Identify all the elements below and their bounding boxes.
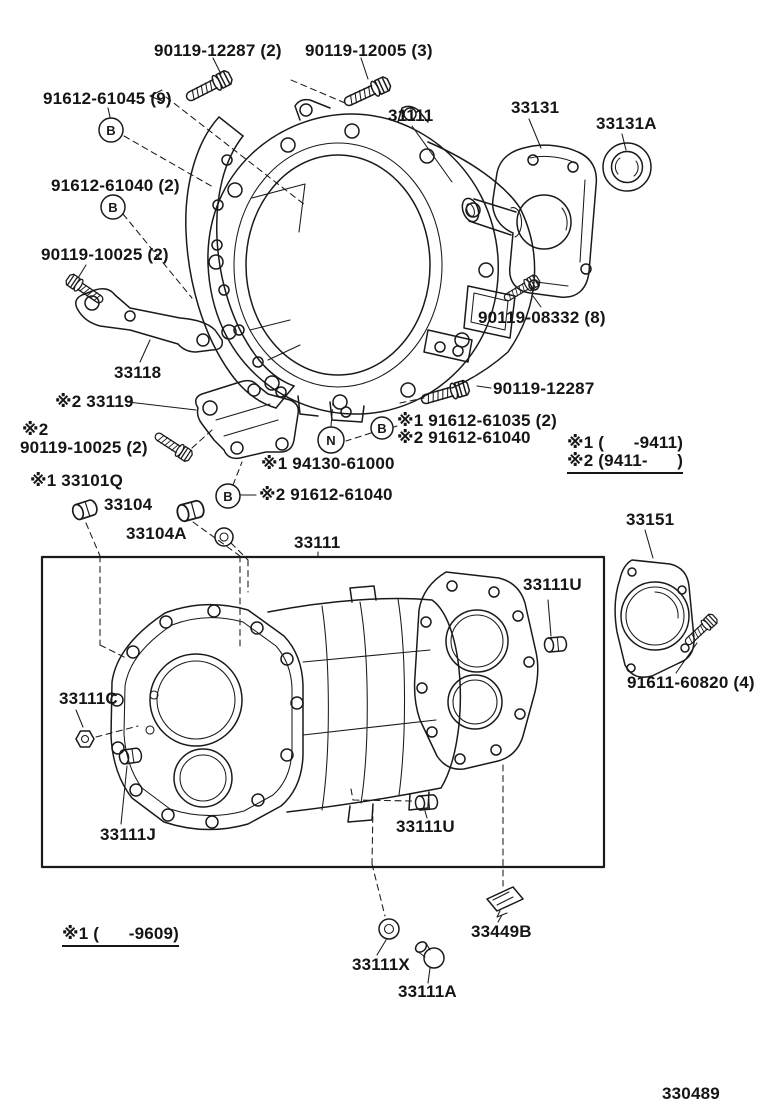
part-label-bracket-33118: 33118 [114, 363, 162, 382]
part-label-bolt-10025: 90119-10025 (2) [41, 245, 169, 264]
marker-n1 [318, 427, 344, 453]
part-label-clip-33449b: 33449B [471, 922, 532, 941]
part-label-legend-1: ※1 ( -9411) [567, 433, 684, 452]
part-label-legend-2: ※2 (9411- ) [567, 452, 683, 474]
oil-seal-drawing [603, 143, 651, 191]
part-label-retainer-33131: 33131 [511, 98, 560, 117]
part-label-seal-61040-c: ※2 91612-61040 [259, 485, 393, 504]
svg-text:B: B [223, 489, 233, 504]
marker-b3 [371, 417, 393, 439]
part-label-legend-3: ※1 ( -9609) [62, 925, 179, 947]
part-label-bolt-33111a: 33111A [398, 982, 457, 1001]
clutch-housing-drawing [208, 100, 535, 422]
marker-b4 [216, 484, 240, 508]
part-label-seal-61040: 91612-61040 (2) [51, 176, 180, 195]
marker-b1 [99, 118, 123, 142]
part-label-bolt-91611: 91611-60820 (4) [627, 673, 755, 692]
part-label-washer-33104a: 33104A [126, 524, 187, 543]
part-label-plate-33151: 33151 [626, 510, 675, 529]
transmission-case-drawing [111, 586, 460, 830]
part-label-nut-33111c: 33111C [59, 689, 118, 708]
part-label-plug-94130: ※1 94130-61000 [261, 454, 395, 473]
marker-b2 [101, 195, 125, 219]
part-label-page-code: 330489 [662, 1084, 720, 1103]
part-label-washer-33111x: 33111X [352, 955, 410, 974]
part-label-bracket-33119: ※2 33119 [55, 392, 134, 411]
part-label-seal-61045: 91612-61045 (9) [43, 89, 172, 108]
part-label-bolt-12005: 90119-12005 (3) [305, 41, 433, 60]
svg-text:B: B [106, 123, 116, 138]
svg-text:B: B [377, 421, 387, 436]
fastener-bolts [64, 69, 719, 648]
rear-retainer-33151-drawing [615, 560, 694, 677]
part-label-plug-33111u-1: 33111U [523, 575, 582, 594]
svg-text:N: N [326, 433, 336, 448]
part-label-case-33111: 33111 [294, 533, 341, 552]
part-label-housing-31111: 31111 [388, 106, 434, 125]
part-label-plug-33111j: 33111J [100, 825, 157, 844]
part-label-seal-61035: ※1 91612-61035 (2) [397, 411, 558, 430]
part-label-plug-33111u-2: 33111U [396, 817, 455, 836]
part-label-oilseal-33131a: 33131A [596, 114, 657, 133]
part-label-bolt-12287-mid: 90119-12287 [493, 379, 595, 398]
svg-text:B: B [108, 200, 118, 215]
part-label-bolt-12287-top: 90119-12287 (2) [154, 41, 282, 60]
part-label-plug-33104: 33104 [104, 495, 153, 514]
part-label-seal-61040-b: ※2 91612-61040 [397, 428, 531, 447]
part-label-plug-33101q: ※1 33101Q [30, 471, 124, 490]
part-label-bolt-08332: 90119-08332 (8) [478, 308, 606, 327]
part-label-bolt-10025-2: 90119-10025 (2) [20, 438, 148, 457]
part-label-note2-mark: ※2 [22, 420, 49, 439]
